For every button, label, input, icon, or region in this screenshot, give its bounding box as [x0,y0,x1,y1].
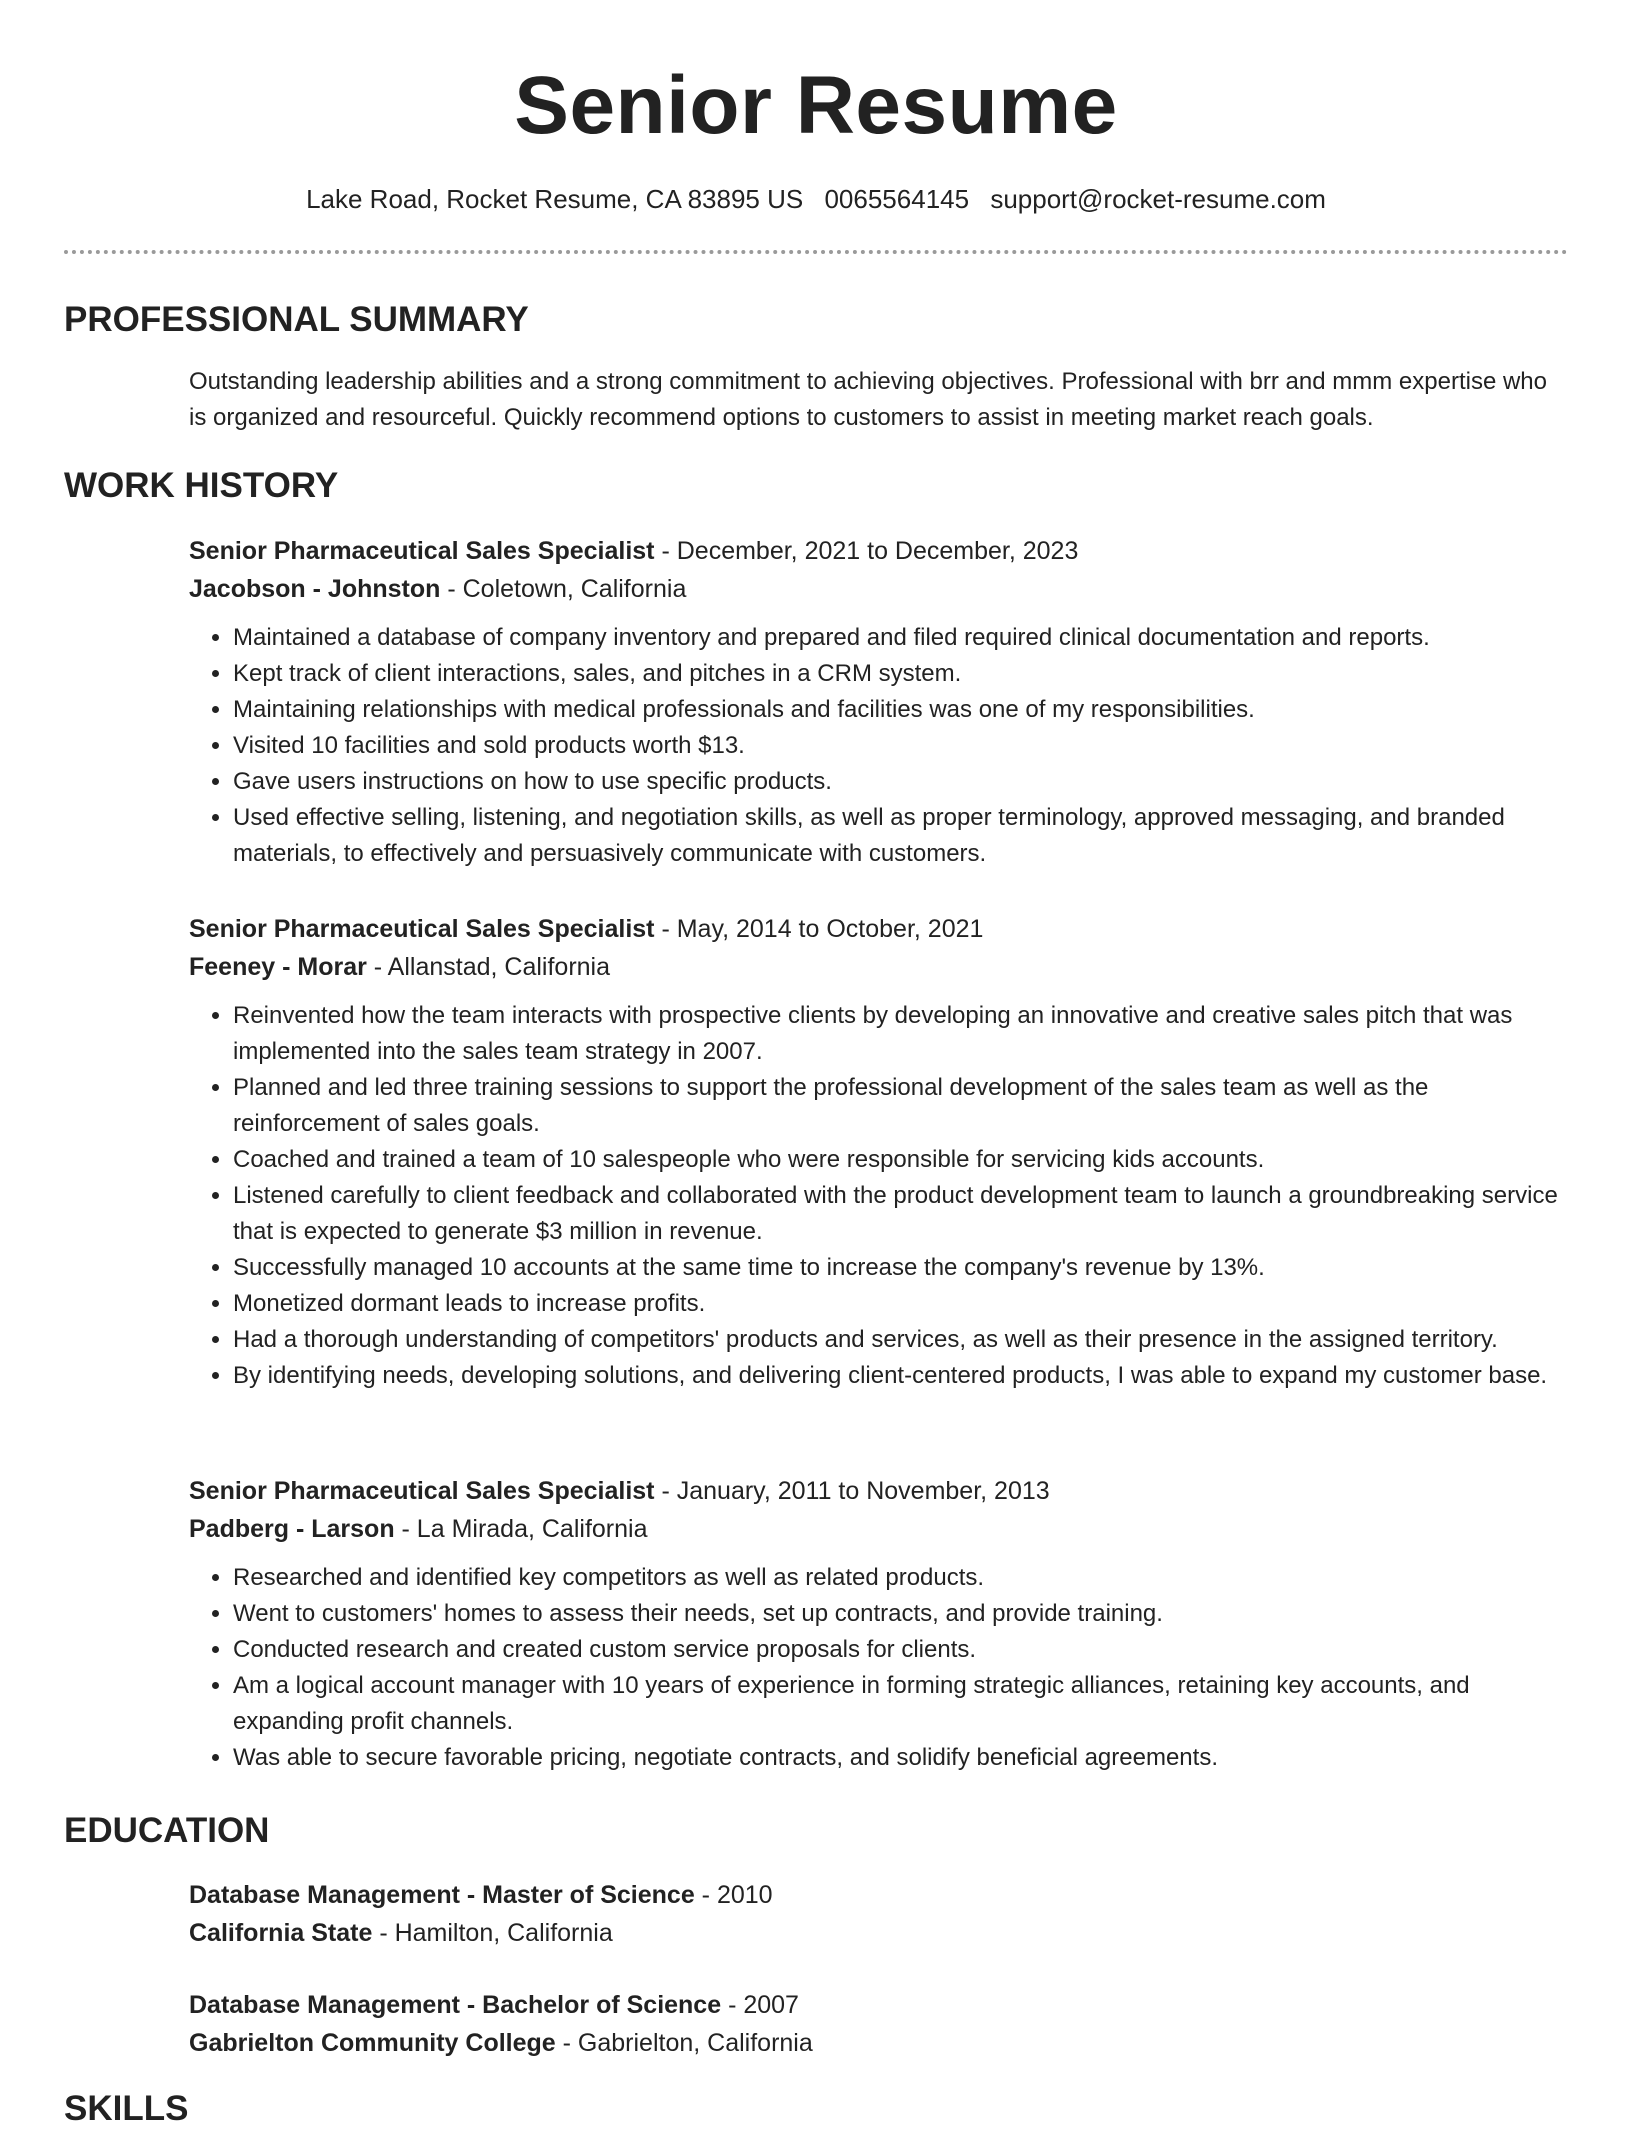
job-bullet: • Monetized dormant leads to increase profits. [233,1286,1569,1322]
job-entry [189,910,1569,1394]
job-title-line [189,910,1569,948]
education-entry [189,1986,1569,2062]
education-location: - Hamilton, California [372,1919,613,1947]
job-bullet: • Listened carefully to client feedback and collaborated with the product development team to launch a groundbreaking service that is expected to generate $3 million in revenue. [233,1178,1569,1250]
education-degree-line [189,1986,1569,2024]
job-company-line [189,1510,1569,1548]
education-school: California State [189,1919,373,1947]
contact-phone: 0065564145 [824,184,970,214]
section-title-skills: SKILLS [64,2089,189,2128]
job-bullet: • Maintaining relationships with medical professionals and facilities was one of my responsibilities. [233,692,1569,728]
job-dates: - May, 2014 to October, 2021 [654,915,984,943]
education-entry [189,1876,1569,1952]
job-bullet: • Am a logical account manager with 10 years of experience in forming strategic alliances, retaining key accounts, and expanding profit channels. [233,1668,1569,1740]
contact-line [0,183,1632,215]
job-title-line [189,532,1569,570]
education-location: - Gabrielton, California [555,2029,813,2057]
job-company-line [189,948,1569,986]
job-bullet: • Kept track of client interactions, sales, and pitches in a CRM system. [233,656,1569,692]
job-entry [189,1472,1569,1776]
education-school-line [189,1914,1569,1952]
summary-block [189,364,1569,436]
job-bullet: • Successfully managed 10 accounts at the same time to increase the company's revenue by 13%. [233,1250,1569,1286]
job-dates: - January, 2011 to November, 2013 [654,1477,1050,1505]
job-bullet: • Had a thorough understanding of competitors' products and services, as well as their presence in the assigned territory. [233,1322,1569,1358]
job-location: - Allanstad, California [366,953,611,981]
contact-address: Lake Road, Rocket Resume, CA 83895 US [306,184,804,214]
job-bullet: • Conducted research and created custom service proposals for clients. [233,1632,1569,1668]
education-year: - 2007 [721,1991,799,2019]
job-bullet: • Maintained a database of company inventory and prepared and filed required clinical documentation and reports. [233,620,1569,656]
job-bullet: • Planned and led three training sessions to support the professional development of the sales team as well as the reinforcement of sales goals. [233,1070,1569,1142]
job-company: Padberg - Larson [189,1515,395,1543]
job-position: Senior Pharmaceutical Sales Specialist [189,1477,655,1505]
job-entry [189,532,1569,872]
job-bullet: • Used effective selling, listening, and negotiation skills, as well as proper terminology, approved messaging, and branded materials, to effectively and persuasively communicate with customers. [233,800,1569,872]
education-year: - 2010 [694,1881,773,1909]
education-degree: Database Management - Master of Science [189,1881,695,1909]
summary-text: Outstanding leadership abilities and a strong commitment to achieving objectives. Professional with brr and mmm expertise who is organized and resourceful. Quickly recommend options to customers to assist in meeting market reach goals. [189,368,1547,431]
job-title-line [189,1472,1569,1510]
job-position: Senior Pharmaceutical Sales Specialist [189,915,655,943]
header-divider [64,250,1568,254]
job-bullet: • By identifying needs, developing solutions, and delivering client-centered products, I was able to expand my customer base. [233,1358,1569,1394]
job-bullet: • Coached and trained a team of 10 salespeople who were responsible for servicing kids accounts. [233,1142,1569,1178]
job-bullet: • Gave users instructions on how to use specific products. [233,764,1569,800]
job-bullet: • Researched and identified key competitors as well as related products. [233,1560,1569,1596]
job-bullets [189,620,1569,872]
job-bullet: • Reinvented how the team interacts with prospective clients by developing an innovative and creative sales pitch that was implemented into the sales team strategy in 2007. [233,998,1569,1070]
job-dates: - December, 2021 to December, 2023 [654,537,1079,565]
section-title-education: EDUCATION [64,1811,270,1850]
job-location: - La Mirada, California [394,1515,648,1543]
job-company-line [189,570,1569,608]
job-bullet: • Was able to secure favorable pricing, negotiate contracts, and solidify beneficial agreements. [233,1740,1569,1776]
education-school: Gabrielton Community College [189,2029,556,2057]
job-bullets [189,1560,1569,1776]
job-company: Feeney - Morar [189,953,367,981]
resume-name: Senior Resume [514,60,1118,151]
education-degree-line [189,1876,1569,1914]
job-company: Jacobson - Johnston [189,575,441,603]
job-bullet: • Visited 10 facilities and sold products worth $13. [233,728,1569,764]
education-school-line [189,2024,1569,2062]
job-bullets [189,998,1569,1394]
job-bullet: • Went to customers' homes to assess their needs, set up contracts, and provide training. [233,1596,1569,1632]
job-location: - Coletown, California [440,575,687,603]
job-position: Senior Pharmaceutical Sales Specialist [189,537,655,565]
contact-email: support@rocket-resume.com [990,184,1326,214]
section-title-summary: PROFESSIONAL SUMMARY [64,300,529,339]
section-title-work: WORK HISTORY [64,466,339,505]
education-degree: Database Management - Bachelor of Science [189,1991,722,2019]
